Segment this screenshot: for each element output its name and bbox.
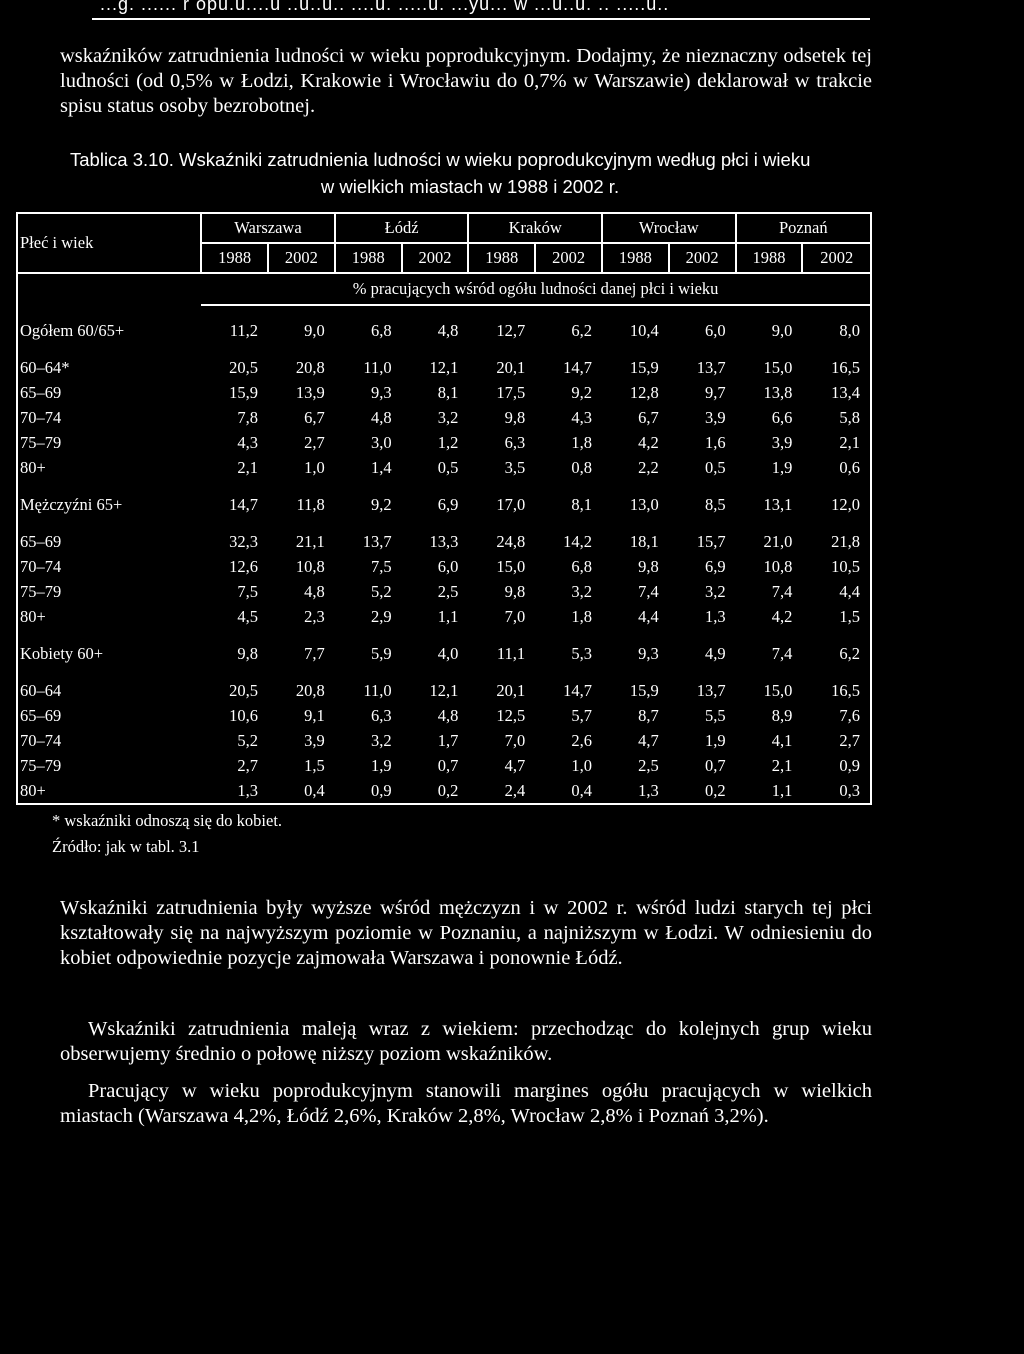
- value-cell: 5,2: [370, 581, 392, 601]
- value-cell: 4,7: [504, 755, 526, 775]
- value-cell: 2,1: [771, 755, 793, 775]
- value-cell: 2,7: [304, 432, 325, 452]
- value-cell: 2,1: [237, 457, 258, 477]
- value-cell: 3,0: [370, 432, 392, 452]
- section-gap: [17, 666, 871, 678]
- value-cell: 0,4: [268, 778, 335, 804]
- value-cell: 10,8: [763, 556, 793, 576]
- value-cell: 0,3: [802, 778, 871, 804]
- paragraph-men: Wskaźniki zatrudnienia były wyższe wśród mężczyzn i w 2002 r. wśród ludzi starych tej płci kształtowały się na najwyższym poziomie w Poznaniu, a najniższym w Łodzi. W odniesieniu do kobiet odpowiednie pozycje zajmowała Warszawa i ponownie Łódź.: [60, 897, 872, 969]
- value-cell: 1,6: [704, 432, 726, 452]
- value-cell: 7,8: [237, 407, 258, 427]
- value-cell: 20,8: [295, 357, 325, 377]
- year-header-cell: 2002: [535, 243, 602, 273]
- value-cell: 0,6: [802, 455, 871, 480]
- table-row: [17, 455, 871, 480]
- row-label: Mężczyźni 65+: [17, 492, 201, 517]
- value-cell: 4,5: [237, 606, 258, 626]
- value-cell: 15,0: [763, 357, 793, 377]
- table-row: [17, 778, 871, 804]
- value-cell: 6,2: [802, 641, 871, 666]
- row-label: 65–69: [17, 529, 201, 554]
- value-cell: 1,1: [437, 606, 459, 626]
- value-cell: 7,6: [802, 703, 871, 728]
- value-cell: 20,5: [229, 357, 258, 377]
- value-cell: 6,9: [704, 556, 726, 576]
- value-cell: 17,0: [496, 494, 526, 514]
- value-cell: 1,7: [437, 730, 459, 750]
- value-cell: 7,7: [304, 643, 325, 663]
- value-cell: 10,5: [802, 554, 871, 579]
- value-cell: 4,9: [704, 643, 726, 663]
- value-cell: 2,1: [802, 430, 871, 455]
- paragraph-age: Wskaźniki zatrudnienia maleją wraz z wiekiem: przechodząc do kolejnych grup wieku obserwujemy średnio o połowę niższy poziom wskaźników.: [60, 1018, 872, 1065]
- value-cell: 7,4: [771, 643, 793, 663]
- value-cell: 1,3: [602, 778, 669, 804]
- gap-cell: [17, 629, 201, 641]
- value-cell: 2,9: [370, 606, 392, 626]
- value-cell: 4,8: [304, 581, 325, 601]
- value-cell: 1,1: [736, 778, 803, 804]
- value-cell: 14,7: [563, 357, 592, 377]
- value-cell: 0,2: [402, 778, 469, 804]
- value-cell: 7,4: [771, 581, 793, 601]
- city-header-row: [17, 213, 871, 243]
- value-cell: 20,1: [496, 680, 526, 700]
- running-head: ...g. ...... r opu.u....u ..u..u.. ....u. .....u. ...yu... w ...u..u. .. .....u..: [100, 0, 670, 14]
- value-cell: 6,8: [370, 320, 392, 340]
- row-label: 75–79: [17, 753, 201, 778]
- header-rule: [92, 18, 870, 20]
- row-label: 60–64*: [17, 355, 201, 380]
- value-cell: 15,9: [629, 680, 659, 700]
- value-cell: 9,0: [304, 320, 325, 340]
- value-cell: 13,0: [629, 494, 659, 514]
- section-gap: [17, 517, 871, 529]
- section-gap: [17, 343, 871, 355]
- value-cell: 2,4: [468, 778, 535, 804]
- value-cell: 6,7: [638, 407, 659, 427]
- table-row: [17, 492, 871, 517]
- value-cell: 13,3: [429, 531, 459, 551]
- value-cell: 1,0: [571, 755, 592, 775]
- value-cell: 1,9: [771, 457, 793, 477]
- value-cell: 32,3: [229, 531, 258, 551]
- value-cell: 6,0: [437, 556, 459, 576]
- value-cell: 6,3: [370, 705, 392, 725]
- value-cell: 13,7: [362, 531, 392, 551]
- value-cell: 0,5: [437, 457, 459, 477]
- value-cell: 0,7: [437, 755, 459, 775]
- unit-row: [17, 273, 871, 305]
- value-cell: 13,9: [295, 382, 325, 402]
- table-row: [17, 728, 871, 753]
- value-cell: 4,4: [802, 579, 871, 604]
- value-cell: 0,2: [669, 778, 736, 804]
- value-cell: 5,9: [370, 643, 392, 663]
- value-cell: 4,2: [771, 606, 793, 626]
- value-cell: 10,6: [229, 705, 258, 725]
- value-cell: 12,6: [229, 556, 258, 576]
- value-cell: 11,0: [363, 680, 392, 700]
- value-cell: 13,1: [763, 494, 793, 514]
- row-label: 80+: [17, 778, 201, 804]
- value-cell: 4,8: [370, 407, 392, 427]
- city-header-lodz: Łódź: [335, 213, 469, 243]
- city-header-wroclaw: Wrocław: [602, 213, 736, 243]
- value-cell: 13,4: [802, 380, 871, 405]
- value-cell: 3,2: [704, 581, 726, 601]
- table-row: [17, 380, 871, 405]
- value-cell: 20,1: [496, 357, 526, 377]
- table-row: [17, 604, 871, 629]
- value-cell: 2,7: [237, 755, 258, 775]
- value-cell: 3,9: [704, 407, 726, 427]
- year-header-cell: 1988: [335, 243, 402, 273]
- value-cell: 15,0: [496, 556, 526, 576]
- value-cell: 5,3: [571, 643, 592, 663]
- value-cell: 12,1: [429, 357, 459, 377]
- value-cell: 3,2: [370, 730, 392, 750]
- footnote: * wskaźniki odnoszą się do kobiet.: [52, 811, 283, 830]
- row-label: 70–74: [17, 554, 201, 579]
- gap-cell: [201, 480, 871, 492]
- section-gap: [17, 305, 871, 318]
- table-body: [17, 305, 871, 804]
- value-cell: 4,1: [771, 730, 793, 750]
- table-row: [17, 430, 871, 455]
- value-cell: 14,7: [563, 680, 592, 700]
- value-cell: 15,0: [763, 680, 793, 700]
- value-cell: 2,5: [638, 755, 659, 775]
- value-cell: 0,5: [704, 457, 726, 477]
- gap-cell: [201, 343, 871, 355]
- value-cell: 7,0: [504, 606, 526, 626]
- value-cell: 1,9: [370, 755, 392, 775]
- value-cell: 6,9: [437, 494, 459, 514]
- value-cell: 6,2: [571, 320, 592, 340]
- value-cell: 16,5: [802, 678, 871, 703]
- value-cell: 10,8: [295, 556, 325, 576]
- gap-cell: [17, 666, 201, 678]
- value-cell: 1,0: [304, 457, 325, 477]
- value-cell: 3,2: [571, 581, 592, 601]
- value-cell: 7,4: [638, 581, 659, 601]
- value-cell: 9,3: [638, 643, 659, 663]
- value-cell: 3,5: [504, 457, 526, 477]
- value-cell: 1,4: [370, 457, 392, 477]
- value-cell: 11,8: [296, 494, 325, 514]
- value-cell: 4,7: [638, 730, 659, 750]
- value-cell: 9,0: [771, 320, 793, 340]
- value-cell: 11,2: [229, 320, 258, 340]
- value-cell: 10,4: [629, 320, 659, 340]
- table-row: [17, 529, 871, 554]
- value-cell: 21,8: [802, 529, 871, 554]
- value-cell: 9,8: [504, 407, 526, 427]
- value-cell: 4,8: [437, 320, 459, 340]
- value-cell: 7,0: [504, 730, 526, 750]
- value-cell: 1,8: [571, 606, 592, 626]
- value-cell: 2,2: [638, 457, 659, 477]
- value-cell: 12,0: [802, 492, 871, 517]
- section-gap: [17, 629, 871, 641]
- value-cell: 1,5: [802, 604, 871, 629]
- value-cell: 6,7: [304, 407, 325, 427]
- value-cell: 1,2: [437, 432, 459, 452]
- table-row: [17, 318, 871, 343]
- row-label: Kobiety 60+: [17, 641, 201, 666]
- value-cell: 13,8: [763, 382, 793, 402]
- value-cell: 2,7: [802, 728, 871, 753]
- value-cell: 5,2: [237, 730, 258, 750]
- value-cell: 6,8: [571, 556, 592, 576]
- value-cell: 4,0: [437, 643, 459, 663]
- value-cell: 6,0: [704, 320, 726, 340]
- value-cell: 15,9: [229, 382, 258, 402]
- section-gap: [17, 480, 871, 492]
- year-header-cell: 2002: [802, 243, 871, 273]
- value-cell: 15,7: [696, 531, 726, 551]
- value-cell: 1,5: [304, 755, 325, 775]
- table-caption: Tablica 3.10. Wskaźniki zatrudnienia ludności w wieku poprodukcyjnym według płci i wieku: [70, 149, 811, 170]
- value-cell: 4,8: [437, 705, 459, 725]
- value-cell: 13,7: [696, 680, 726, 700]
- value-cell: 7,5: [370, 556, 392, 576]
- row-label: 60–64: [17, 678, 201, 703]
- value-cell: 3,9: [771, 432, 793, 452]
- row-label: 70–74: [17, 728, 201, 753]
- value-cell: 14,7: [229, 494, 258, 514]
- value-cell: 12,1: [429, 680, 459, 700]
- value-cell: 9,8: [638, 556, 659, 576]
- row-label: 80+: [17, 604, 201, 629]
- unit-label: % pracujących wśród ogółu ludności danej płci i wieku: [201, 273, 871, 305]
- table-caption-line2: w wielkich miastach w 1988 i 2002 r.: [320, 176, 620, 197]
- value-cell: 9,8: [504, 581, 526, 601]
- value-cell: 7,5: [237, 581, 258, 601]
- value-cell: 11,0: [363, 357, 392, 377]
- paragraph-share: Pracujący w wieku poprodukcyjnym stanowili margines ogółu pracujących w wielkich miastach (Warszawa 4,2%, Łódź 2,6%, Kraków 2,8%, Wrocław 2,8% i Poznań 3,2%).: [60, 1080, 872, 1127]
- value-cell: 12,5: [496, 705, 526, 725]
- value-cell: 2,3: [304, 606, 325, 626]
- row-label: 75–79: [17, 579, 201, 604]
- value-cell: 5,8: [802, 405, 871, 430]
- table-row: [17, 579, 871, 604]
- value-cell: 24,8: [496, 531, 526, 551]
- year-header-cell: 1988: [468, 243, 535, 273]
- value-cell: 1,3: [201, 778, 268, 804]
- gap-cell: [17, 343, 201, 355]
- gap-cell: [17, 517, 201, 529]
- value-cell: 9,2: [571, 382, 592, 402]
- city-header-poznan: Poznań: [736, 213, 871, 243]
- value-cell: 12,7: [496, 320, 526, 340]
- value-cell: 20,8: [295, 680, 325, 700]
- year-header-cell: 1988: [602, 243, 669, 273]
- year-header-cell: 2002: [402, 243, 469, 273]
- value-cell: 8,7: [638, 705, 659, 725]
- year-header-cell: 2002: [669, 243, 736, 273]
- year-header-cell: 2002: [268, 243, 335, 273]
- value-cell: 2,5: [437, 581, 459, 601]
- value-cell: 15,9: [629, 357, 659, 377]
- value-cell: 12,8: [629, 382, 659, 402]
- row-label: 65–69: [17, 703, 201, 728]
- value-cell: 2,6: [571, 730, 592, 750]
- row-label: Ogółem 60/65+: [17, 318, 201, 343]
- table-row: [17, 554, 871, 579]
- table-row: [17, 678, 871, 703]
- value-cell: 8,9: [771, 705, 793, 725]
- gap-cell: [201, 666, 871, 678]
- value-cell: 0,7: [704, 755, 726, 775]
- gap-cell: [201, 517, 871, 529]
- value-cell: 9,3: [370, 382, 392, 402]
- value-cell: 9,7: [704, 382, 726, 402]
- value-cell: 1,8: [571, 432, 592, 452]
- value-cell: 0,9: [335, 778, 402, 804]
- unit-row-spacer: [17, 273, 201, 305]
- gap-cell: [201, 305, 871, 318]
- value-cell: 5,5: [704, 705, 726, 725]
- row-label: 70–74: [17, 405, 201, 430]
- row-label: 65–69: [17, 380, 201, 405]
- value-cell: 18,1: [629, 531, 659, 551]
- table-row: [17, 753, 871, 778]
- value-cell: 0,9: [802, 753, 871, 778]
- table-row: [17, 703, 871, 728]
- value-cell: 9,8: [237, 643, 258, 663]
- value-cell: 6,3: [504, 432, 526, 452]
- table-row: [17, 641, 871, 666]
- value-cell: 21,0: [763, 531, 793, 551]
- value-cell: 14,2: [563, 531, 592, 551]
- value-cell: 17,5: [496, 382, 526, 402]
- value-cell: 1,9: [704, 730, 726, 750]
- row-label: 75–79: [17, 430, 201, 455]
- table-row: [17, 405, 871, 430]
- value-cell: 9,1: [304, 705, 325, 725]
- value-cell: 16,5: [802, 355, 871, 380]
- value-cell: 4,3: [237, 432, 258, 452]
- value-cell: 4,4: [638, 606, 659, 626]
- value-cell: 9,2: [370, 494, 392, 514]
- city-header-warszawa: Warszawa: [201, 213, 335, 243]
- year-header-cell: 1988: [201, 243, 268, 273]
- row-header: Płeć i wiek: [17, 213, 201, 273]
- value-cell: 4,3: [571, 407, 592, 427]
- year-header-cell: 1988: [736, 243, 803, 273]
- table-row: [17, 355, 871, 380]
- value-cell: 11,1: [496, 643, 526, 663]
- employment-table: [16, 212, 872, 805]
- value-cell: 3,2: [437, 407, 459, 427]
- paragraph-intro: wskaźników zatrudnienia ludności w wieku poprodukcyjnym. Dodajmy, że nieznaczny odsetek tej ludności (od 0,5% w Łodzi, Krakowie i Wrocławiu do 0,7% w Warszawie) deklarował w trakcie spisu status osoby bezrobotnej.: [60, 45, 872, 117]
- gap-cell: [17, 480, 201, 492]
- value-cell: 5,7: [571, 705, 592, 725]
- city-header-krakow: Kraków: [468, 213, 602, 243]
- value-cell: 3,9: [304, 730, 325, 750]
- value-cell: 0,8: [571, 457, 592, 477]
- value-cell: 13,7: [696, 357, 726, 377]
- value-cell: 20,5: [229, 680, 258, 700]
- row-label: 80+: [17, 455, 201, 480]
- value-cell: 8,5: [704, 494, 726, 514]
- source-note: Źródło: jak w tabl. 3.1: [52, 837, 200, 856]
- value-cell: 6,6: [771, 407, 793, 427]
- value-cell: 4,2: [638, 432, 659, 452]
- value-cell: 21,1: [295, 531, 325, 551]
- value-cell: 1,3: [704, 606, 726, 626]
- value-cell: 8,1: [437, 382, 459, 402]
- gap-cell: [201, 629, 871, 641]
- gap-cell: [17, 305, 201, 318]
- value-cell: 0,4: [535, 778, 602, 804]
- value-cell: 8,0: [802, 318, 871, 343]
- value-cell: 8,1: [571, 494, 592, 514]
